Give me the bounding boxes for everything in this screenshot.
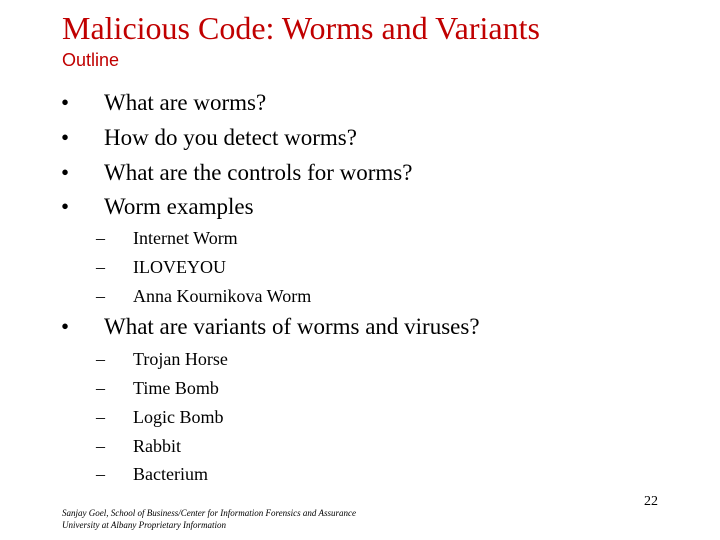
sub-bullet-text: Bacterium	[133, 464, 208, 484]
slide-footer	[62, 507, 356, 531]
sub-bullet-marker: –	[96, 407, 105, 427]
bullet-marker: •	[61, 125, 70, 150]
sub-bullet-text: Logic Bomb	[133, 407, 224, 427]
sub-bullet-marker: –	[96, 436, 105, 456]
bullet-marker: •	[61, 314, 70, 339]
sub-bullet-text: Internet Worm	[133, 228, 238, 248]
sub-bullet-marker: –	[96, 228, 105, 248]
sub-bullet-text: Rabbit	[133, 436, 181, 456]
sub-bullet-text: Trojan Horse	[133, 349, 228, 369]
sub-bullet-marker: –	[96, 286, 105, 306]
sub-bullet-text: Anna Kournikova Worm	[133, 286, 312, 306]
sub-bullet-text: ILOVEYOU	[133, 257, 226, 277]
bullet-marker: •	[61, 90, 70, 115]
page-number: 22	[644, 494, 658, 509]
slide-subtitle: Outline	[62, 50, 120, 70]
bullet-text: What are worms?	[104, 90, 267, 115]
sub-bullet-marker: –	[96, 257, 105, 277]
sub-bullet-marker: –	[96, 378, 105, 398]
bullet-text: What are the controls for worms?	[104, 160, 413, 185]
slide-title: Malicious Code: Worms and Variants	[62, 10, 540, 46]
bullet-text: What are variants of worms and viruses?	[104, 314, 480, 339]
sub-bullet-text: Time Bomb	[133, 378, 219, 398]
bullet-marker: •	[61, 194, 70, 219]
bullet-marker: •	[61, 160, 70, 185]
bullet-text: Worm examples	[104, 194, 254, 219]
footer-line: University at Albany Proprietary Information	[62, 520, 226, 530]
sub-bullet-marker: –	[96, 349, 105, 369]
bullet-text: How do you detect worms?	[104, 125, 357, 150]
sub-bullet-marker: –	[96, 464, 105, 484]
footer-line: Sanjay Goel, School of Business/Center for Information Forensics and Assurance	[62, 508, 356, 518]
